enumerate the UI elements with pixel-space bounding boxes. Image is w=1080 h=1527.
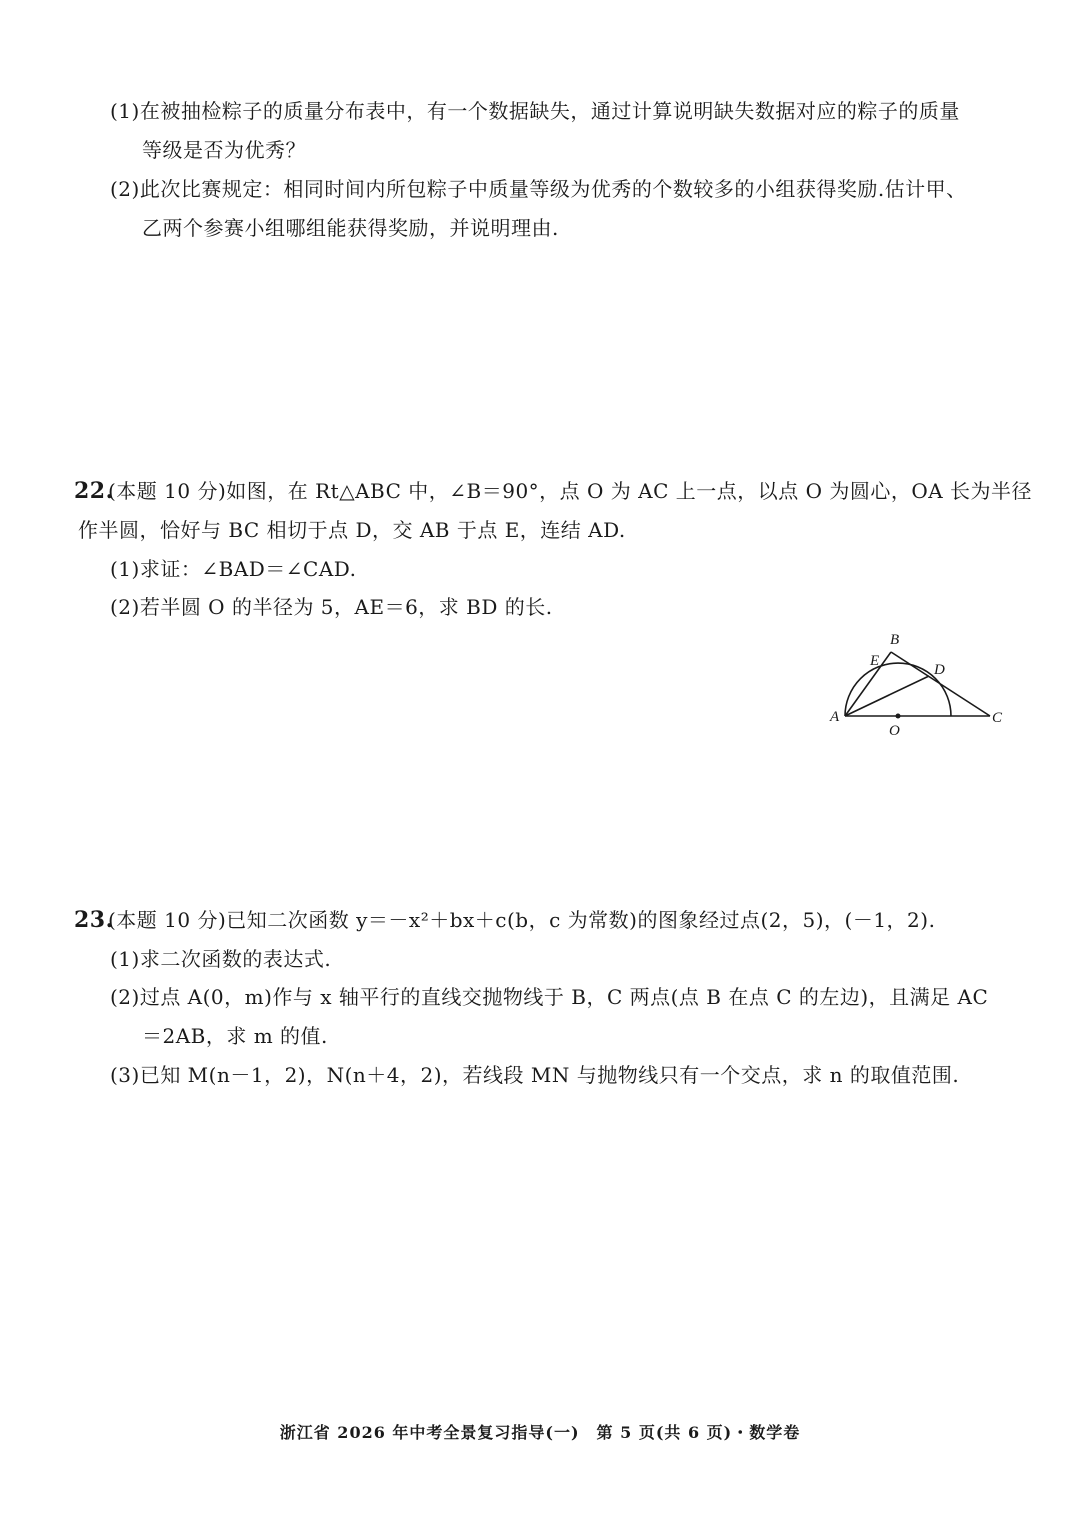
label-D: D — [934, 662, 945, 678]
q21-part1-line2: 等级是否为优秀？ — [142, 138, 306, 162]
segment-AB — [845, 652, 891, 716]
q22-stem-line1: (本题 10 分)如图，在 Rt△ABC 中，∠B＝90°，点 O 为 AC 上一点，以点 O 为圆心，OA 长为半径 — [108, 479, 1033, 503]
q23-stem-line1: (本题 10 分)已知二次函数 y＝－x²＋bx＋c(b，c 为常数)的图象经过点(2，5)，(－1，2). — [108, 908, 936, 932]
page-footer: 浙江省 2026 年中考全景复习指导(一) 第 5 页(共 6 页)・数学卷 — [279, 1423, 801, 1442]
q22-part1: (1)求证：∠BAD＝∠CAD. — [110, 557, 357, 581]
q23-part1: (1)求二次函数的表达式. — [110, 947, 332, 971]
q23-part2-line1: (2)过点 A(0，m)作与 x 轴平行的直线交抛物线于 B，C 两点(点 B 在点 C 的左边)，且满足 AC — [110, 985, 989, 1009]
center-point-O — [896, 714, 901, 719]
q21-part2-line2: 乙两个参赛小组哪组能获得奖励，并说明理由. — [142, 216, 559, 240]
label-A: A — [830, 709, 840, 725]
q23-part3: (3)已知 M(n－1，2)，N(n＋4，2)，若线段 MN 与抛物线只有一个交点，求 n 的取值范围. — [110, 1063, 960, 1087]
q22-part2: (2)若半圆 O 的半径为 5，AE＝6，求 BD 的长. — [110, 595, 553, 619]
label-O: O — [889, 723, 900, 739]
label-E: E — [870, 653, 880, 669]
q22-stem-line2: 作半圆，恰好与 BC 相切于点 D，交 AB 于点 E，连结 AD. — [78, 518, 626, 542]
q23-number: 23. — [74, 907, 114, 933]
q21-part1-line1: (1)在被抽检粽子的质量分布表中，有一个数据缺失，通过计算说明缺失数据对应的粽子的质量 — [110, 99, 960, 123]
q23-part2-line2: ＝2AB，求 m 的值. — [142, 1024, 328, 1048]
q21-part2-line1: (2)此次比赛规定：相同时间内所包粽子中质量等级为优秀的个数较多的小组获得奖励.估计甲、 — [110, 177, 967, 201]
label-C: C — [992, 710, 1003, 726]
q22-number: 22. — [74, 478, 114, 504]
label-B: B — [890, 632, 900, 648]
